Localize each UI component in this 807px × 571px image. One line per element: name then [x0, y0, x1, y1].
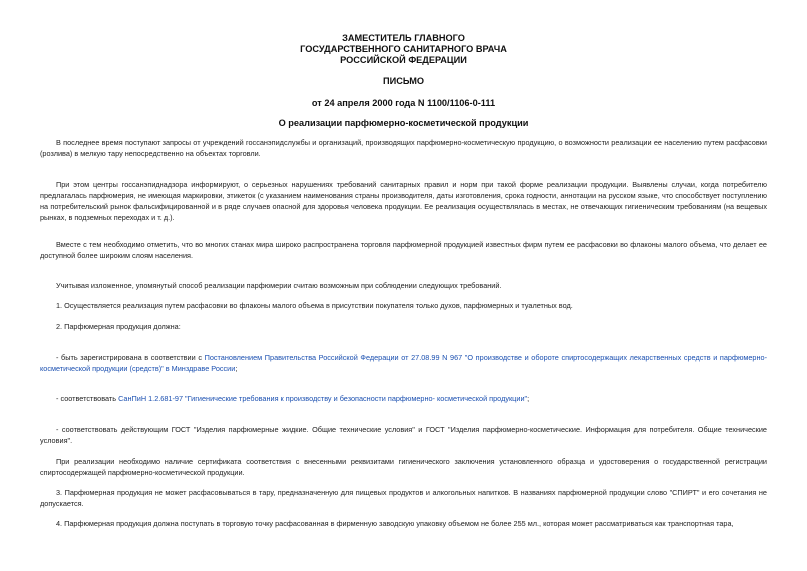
bullet-registration-prefix: - быть зарегистрирована в соответствии с — [56, 353, 205, 362]
paragraph-intro: В последнее время поступают запросы от учреждений госсанэпидслужбы и организаций, производящих парфюмерно-косметическую продукцию, о возможности реализации ее населению путем расфасовки (розлива) в мелкую тару непосредственно на объектах торговли. — [40, 138, 767, 158]
requirement-3: 3. Парфюмерная продукция не может расфасовываться в тару, предназначенную для пищевых продуктов и алкогольных напитков. В названиях парфюмерной продукции слово "СПИРТ" и его сочетания не допускается. — [40, 488, 767, 508]
requirement-2: 2. Парфюмерная продукция должна: — [56, 322, 181, 331]
doc-type: ПИСЬМО — [382, 76, 425, 86]
requirement-1: 1. Осуществляется реализация путем расфасовки во флаконы малого объема в присутствии покупателя только духов, парфюмерных и туалетных вод. — [56, 301, 573, 310]
sanpin-link[interactable]: СанПиН 1.2.681-97 "Гигиенические требования к производству и безопасности парфюмерно- косметической продукции" — [118, 394, 528, 403]
requirement-4: 4. Парфюмерная продукция должна поступать в торговую точку расфасованная в фирменную заводскую упаковку объемом не более 255 мл., которая может рассматриваться как транспортная тара, — [56, 519, 734, 528]
bullet-registration — [40, 352, 767, 374]
doc-title: О реализации парфюмерно-косметической продукции — [278, 118, 529, 128]
paragraph-violations: При этом центры госсанэпиднадзора информируют, о серьезных нарушениях требований санитарных правил и норм при такой форме реализации продукции. Выявлены случаи, когда потребителю предлагалась парфюмерия, не имеющая маркировки, этикеток (с указанием наименования страны производителя, даты изготовления, срока годности, аннотации на русском языке, что способствует поступлению на потребительский рынок фальсифицированной и в ряде случаев опасной для здоровья человека продукции. Ее реализация осуществлялась в местах, не отвечающих гигиеническим требованиям (на вещевых рынках, в подземных переходах и т. д.). — [40, 180, 767, 222]
bullet-sanpin-suffix: ; — [527, 394, 530, 403]
issuer-line-3: РОССИЙСКОЙ ФЕДЕРАЦИИ — [340, 55, 467, 65]
issuer-line-2: ГОСУДАРСТВЕННОГО САНИТАРНОГО ВРАЧА — [300, 44, 507, 54]
bullet-sanpin-prefix: - соответствовать — [56, 394, 119, 403]
bullet-gost: - соответствовать действующим ГОСТ "Изделия парфюмерные жидкие. Общие технические условия" и ГОСТ "Изделия парфюмерно-косметические. Информация для потребителя. Общие технические условия". — [40, 425, 767, 445]
doc-date: от 24 апреля 2000 года N 1100/1106-0-111 — [311, 98, 496, 108]
bullet-registration-suffix: ; — [235, 364, 238, 373]
bullet-sanpin — [40, 393, 767, 404]
paragraph-conditions: Учитывая изложенное, упомянутый способ реализации парфюмерии считаю возможным при соблюдении следующих требований. — [56, 281, 502, 290]
paragraph-certificate: При реализации необходимо наличие сертификата соответствия с внесенными реквизитами гигиенического заключения установленного образца и удостоверения о государственной регистрации спиртосодержащей парфюмерно-косметической продукции. — [40, 457, 767, 477]
issuer-line-1: ЗАМЕСТИТЕЛЬ ГЛАВНОГО — [342, 33, 465, 43]
paragraph-worldwide: Вместе с тем необходимо отметить, что во многих станах мира широко распространена торговля парфюмерной продукцией известных фирм путем ее расфасовки во флаконы малого объема, что делает ее доступной более широким слоям населения. — [40, 240, 767, 260]
resolution-967-link[interactable]: Постановлением Правительства Российской Федерации от 27.08.99 N 967 "О производстве и обороте спиртосодержащих лекарственных средств и парфюмерно-косметической продукции (средств)" в Минздраве России — [40, 353, 768, 373]
